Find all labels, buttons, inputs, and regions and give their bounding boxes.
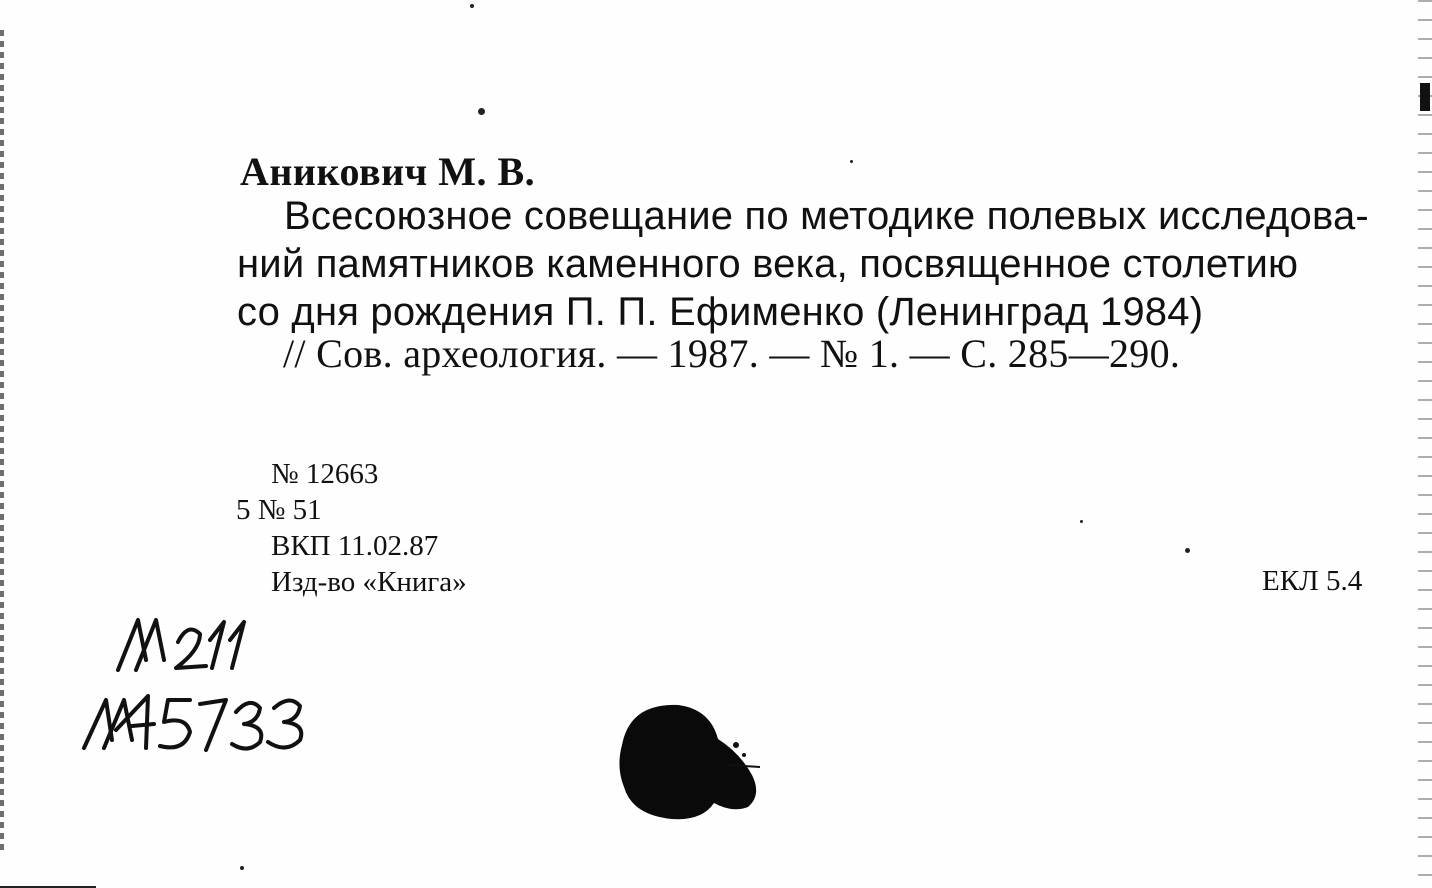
handwritten-shelf-marks [60, 600, 380, 770]
author-name: Аникович М. В. [240, 149, 536, 194]
source-citation: // Сов. археология. — 1987. — № 1. — С. 285—290. [283, 331, 1181, 376]
title-line: Всесоюзное совещание по методике полевых исследова- [284, 194, 1369, 238]
scan-edge-mark [1420, 83, 1430, 111]
speck [478, 108, 485, 115]
classification-code: ЕКЛ 5.4 [1262, 565, 1363, 597]
speck [1080, 520, 1083, 523]
issue-number: 5 № 51 [236, 494, 322, 526]
speck [240, 866, 244, 870]
ink-stamp [610, 695, 790, 830]
speck [470, 4, 474, 8]
scan-edge-right [1418, 0, 1432, 888]
record-title [237, 192, 1402, 336]
title-line: со дня рождения П. П. Ефименко (Ленинград 1984) [237, 290, 1204, 334]
scan-edge-left [0, 30, 4, 850]
speck [850, 160, 853, 163]
catalog-details [236, 456, 467, 600]
speck [1185, 548, 1190, 553]
publisher: Изд-во «Книга» [271, 566, 467, 598]
title-line: ний памятников каменного века, посвященное столетию [237, 242, 1299, 286]
vkp-date: ВКП 11.02.87 [271, 530, 439, 562]
record-number: № 12663 [271, 458, 379, 490]
